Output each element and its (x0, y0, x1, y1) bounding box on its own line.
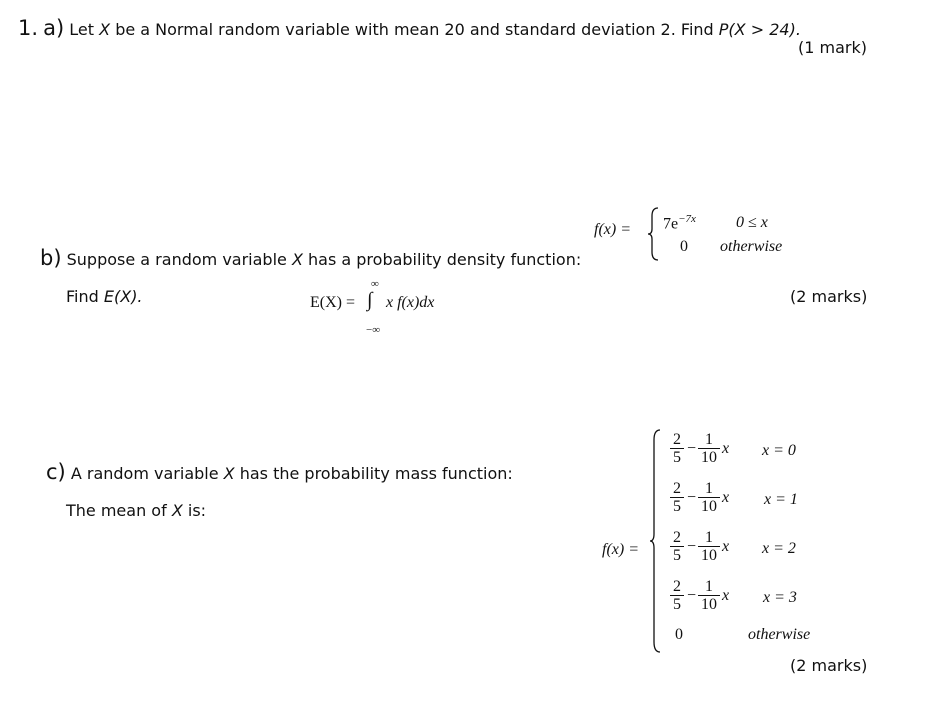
pmf-brace (648, 428, 662, 654)
pmf-last-condition: otherwise (748, 626, 811, 643)
pmf-frac2: 1 10 (698, 480, 720, 515)
pmf-frac1: 2 5 (670, 529, 684, 564)
integral-upper-limit: ∞ (371, 278, 379, 290)
pmf-frac1: 2 5 (670, 480, 684, 515)
pdf-row2-condition: otherwise (720, 238, 783, 255)
pmf-last-value: 0 (675, 626, 683, 643)
part-b-var: X (291, 250, 303, 269)
pmf-var: x (722, 587, 730, 604)
part-a-question (18, 16, 801, 40)
pmf-var: x (722, 489, 730, 506)
part-c-question (46, 460, 513, 484)
question-number: 1. (18, 16, 39, 40)
pmf-minus: − (687, 538, 697, 555)
pmf-lhs: f(x) = (602, 541, 639, 558)
pmf-frac2: 1 10 (698, 529, 720, 564)
part-a-var: X (99, 20, 111, 39)
part-b-find (66, 287, 143, 306)
pmf-minus: − (687, 587, 697, 604)
integral-sign: ∫ (367, 289, 373, 311)
pmf-frac2: 1 10 (698, 578, 720, 613)
pmf-condition: x = 3 (763, 589, 797, 606)
pmf-var: x (722, 538, 730, 555)
part-c-mean: The mean of X is: (66, 501, 207, 520)
pdf-row1-value: $7e^{-7x}$ (663, 213, 696, 233)
pdf-row1-condition: 0 ≤ x (736, 214, 768, 231)
part-c-text-after: has the probability mass function: (234, 464, 513, 483)
part-a-letter: a) (43, 16, 65, 40)
pmf-minus: − (687, 440, 697, 457)
find-label: Find (66, 287, 104, 306)
integrand: x f(x)dx (386, 294, 435, 311)
part-b-question (40, 246, 581, 270)
pmf-condition: x = 1 (764, 491, 798, 508)
pdf-row2-value: 0 (680, 238, 688, 255)
part-c-var: X (223, 464, 235, 483)
pmf-minus: − (687, 489, 697, 506)
expectation-formula (310, 294, 355, 312)
part-a-text-after: be a Normal random variable with mean 20 and standard deviation 2. Find (110, 20, 719, 39)
pdf-lhs: f(x) = (594, 221, 631, 238)
part-a-text-before: Let (69, 20, 100, 39)
pmf-condition: x = 0 (762, 442, 796, 459)
part-c-letter: c) (46, 460, 66, 484)
part-c-marks: (2 marks) (790, 656, 868, 675)
pmf-condition: x = 2 (762, 540, 796, 557)
pmf-frac1: 2 5 (670, 578, 684, 613)
part-b-marks: (2 marks) (790, 287, 868, 306)
part-c-text-before: A random variable (70, 464, 224, 483)
find-expression: E(X). (103, 287, 143, 306)
part-b-letter: b) (40, 246, 62, 270)
pmf-var: x (722, 440, 730, 457)
part-a-prob: P(X > 24). (718, 20, 801, 39)
integral-lower-limit: −∞ (366, 324, 381, 336)
pmf-frac1: 2 5 (670, 431, 684, 466)
expectation-lhs: E(X) = (310, 294, 356, 311)
part-b-text-before: Suppose a random variable (66, 250, 292, 269)
pdf-brace (646, 206, 660, 262)
part-a-marks: (1 mark) (798, 38, 867, 57)
part-b-text-after: has a probability density function: (302, 250, 582, 269)
pmf-frac2: 1 10 (698, 431, 720, 466)
